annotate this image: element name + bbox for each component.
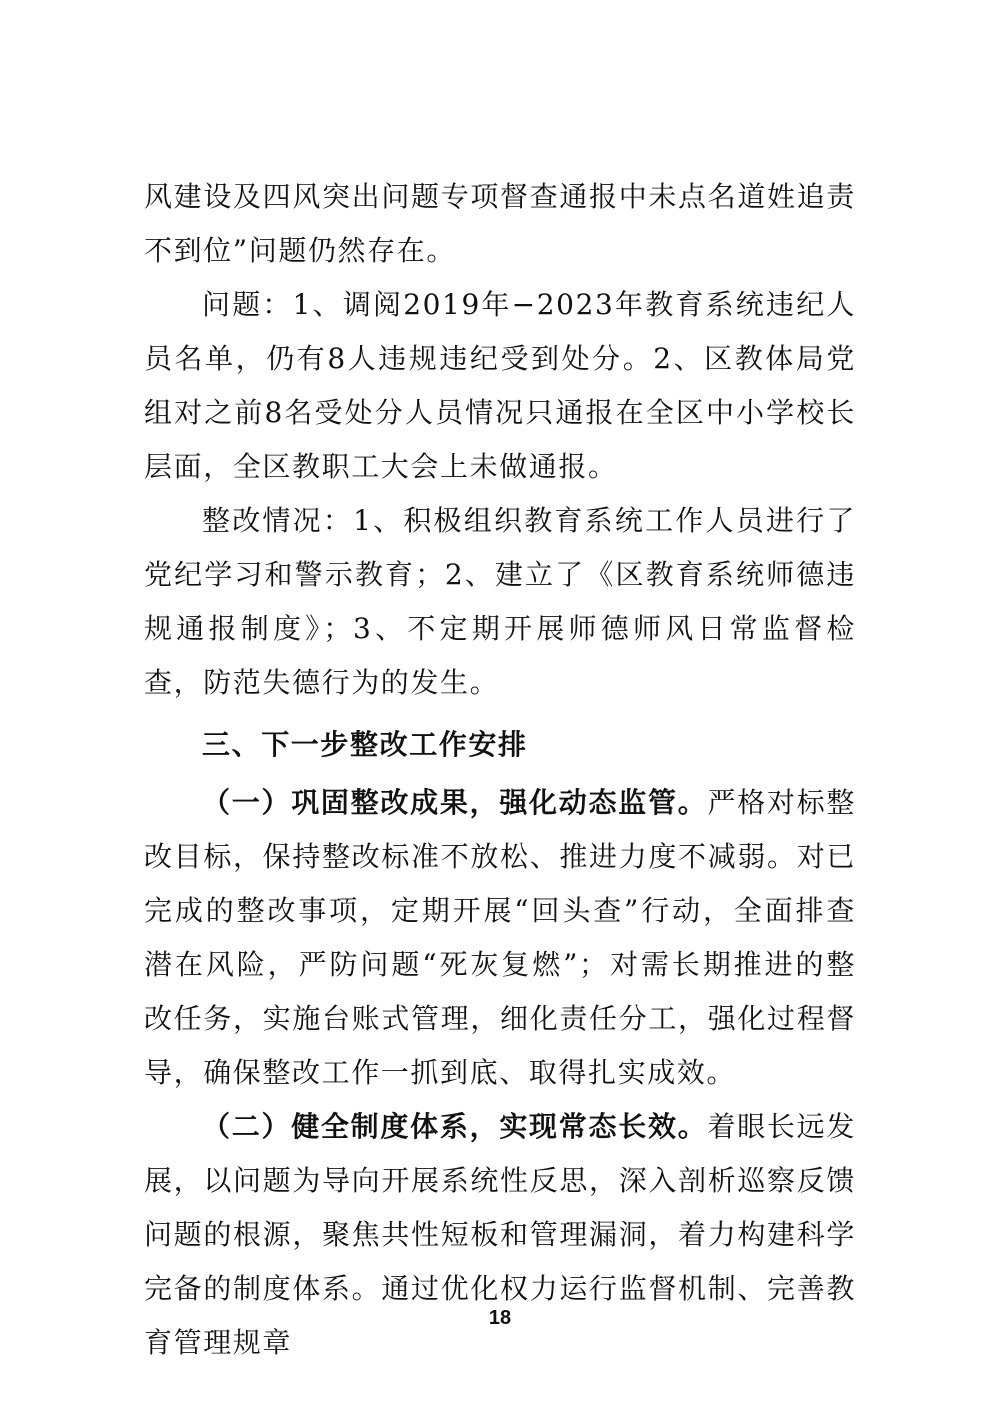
section-heading: 三、下一步整改工作安排 <box>202 728 528 761</box>
item-2-body: 着眼长远发展，以问题为导向开展系统性反思，深入剖析巡察反馈问题的根源，聚焦共性短板和管理漏洞，着力构建科学完备的制度体系。通过优化权力运行监督机制、完善教育管理规章 <box>144 1110 856 1359</box>
item-1-paragraph <box>144 776 856 1100</box>
rectification-paragraph: 整改情况：1、积极组织教育系统工作人员进行了党纪学习和警示教育；2、建立了《区教育系统师德违规通报制度》；3、不定期开展师德师风日常监督检查，防范失德行为的发生。 <box>144 504 856 699</box>
problem-paragraph: 问题：1、调阅2019年−2023年教育系统违纪人员名单，仍有8人违规违纪受到处分。2、区教体局党组对之前8名受处分人员情况只通报在全区中小学校长层面，全区教职工大会上未做通报。 <box>144 288 856 483</box>
item-1-lead: （一）巩固整改成果，强化动态监管。 <box>202 786 708 819</box>
page-number: 18 <box>488 1307 512 1329</box>
item-1-body: 严格对标整改目标，保持整改标准不放松、推进力度不减弱。对已完成的整改事项，定期开展“回头查”行动，全面排查潜在风险，严防问题“死灰复燃”；对需长期推进的整改任务，实施台账式管理，细化责任分工，强化过程督导，确保整改工作一抓到底、取得扎实成效。 <box>144 786 856 1089</box>
item-2-lead: （二）健全制度体系，实现常态长效。 <box>202 1110 708 1143</box>
continuation-paragraph: 风建设及四风突出问题专项督查通报中未点名道姓追责不到位”问题仍然存在。 <box>144 180 856 267</box>
document-body <box>144 170 856 1370</box>
